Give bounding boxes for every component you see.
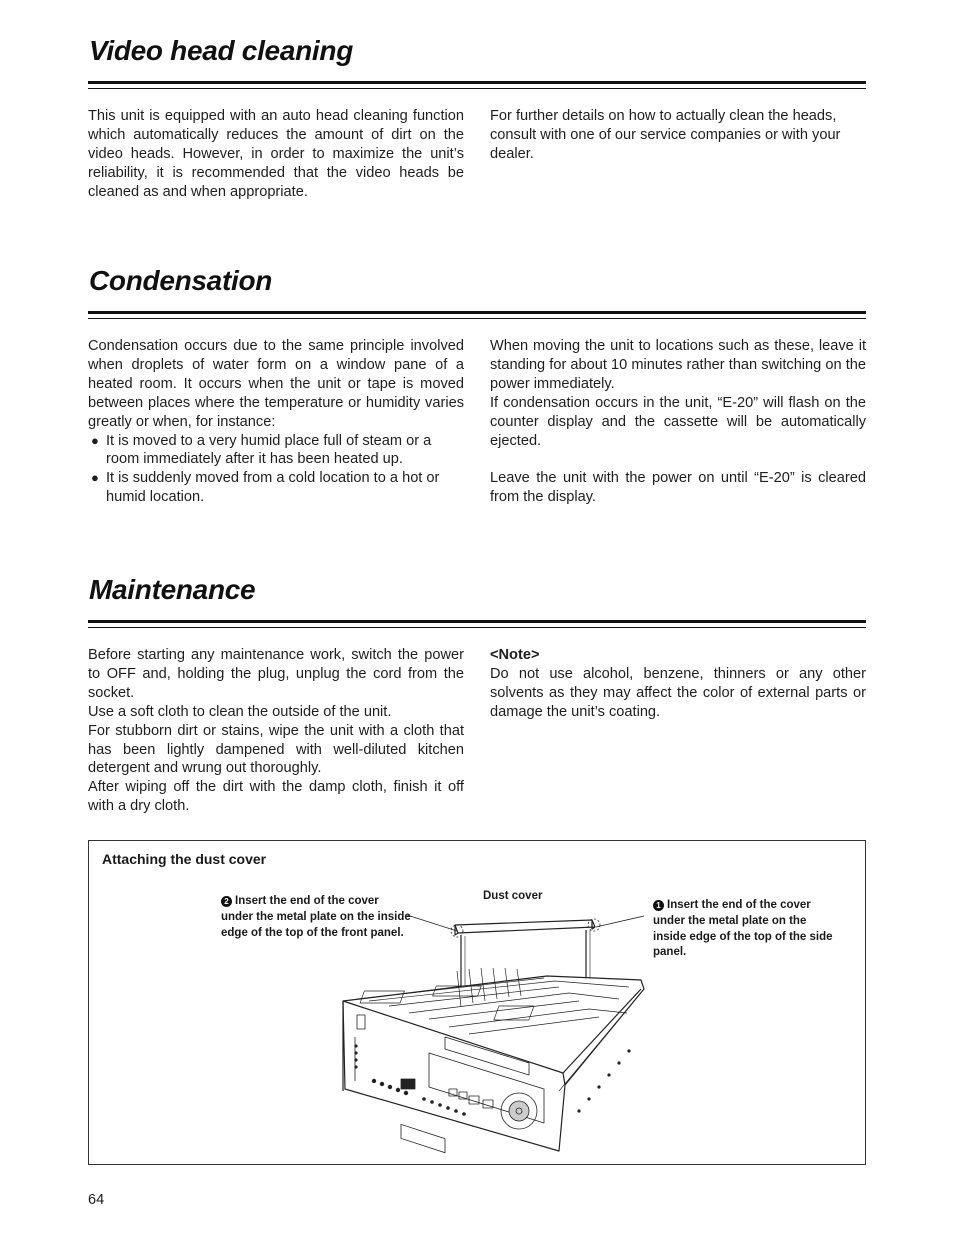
section-title-video-head-cleaning: Video head cleaning (89, 35, 353, 66)
vtr-illustration (89, 841, 865, 1164)
paragraph: If condensation occurs in the unit, “E-20” will flash on the counter display and the cassette will be automatically ejected. (490, 394, 866, 449)
callout-side-panel: 1 Insert the end of the cover under the metal plate on the inside edge of the top of the side panel. (653, 899, 833, 959)
video-head-right-column (490, 107, 866, 164)
callout-front-panel: 2 Insert the end of the cover under the metal plate on the inside edge of the top of the front panel. (221, 895, 411, 939)
dust-cover-label: Dust cover (483, 890, 543, 902)
page-number: 64 (88, 1192, 105, 1208)
section-rule (88, 620, 866, 628)
paragraph: When moving the unit to locations such as these, leave it standing for about 10 minutes rather than switching on the power immediately. (490, 338, 866, 392)
note-heading: <Note> (490, 647, 540, 663)
video-head-left-column (88, 107, 464, 202)
step-number-badge: 2 (221, 896, 232, 907)
bullet-icon: ● (91, 470, 99, 486)
section-rule (88, 81, 866, 89)
paragraph: For stubborn dirt or stains, wipe the unit with a cloth that has been lightly dampened with well-diluted kitchen detergent and wrung out thoroughly. (88, 722, 464, 777)
paragraph: Use a soft cloth to clean the outside of the unit. (88, 703, 392, 720)
note-text: Do not use alcohol, benzene, thinners or any other solvents as they may affect the color of external parts or damage the unit’s coating. (490, 665, 866, 720)
step-number-badge: 1 (653, 900, 664, 911)
bullet-list (88, 432, 464, 508)
condensation-left-column (88, 337, 464, 507)
dust-cover-figure (88, 840, 866, 1165)
paragraph: Leave the unit with the power on until “E-20” is cleared from the display. (490, 470, 866, 506)
section-rule (88, 311, 866, 319)
list-item: ● It is suddenly moved from a cold location to a hot or humid location. (91, 470, 440, 506)
paragraph: Before starting any maintenance work, switch the power to OFF and, holding the plug, unplug the cord from the socket. (88, 647, 464, 701)
maintenance-left-column (88, 646, 464, 816)
maintenance-right-column (490, 646, 866, 722)
paragraph: After wiping off the dirt with the damp cloth, finish it off with a dry cloth. (88, 779, 464, 815)
section-title-maintenance: Maintenance (89, 574, 256, 605)
paragraph: Condensation occurs due to the same principle involved when droplets of water form on a window pane of a heated room. It occurs when the unit or tape is moved between places where the temperature or humidity varies greatly or when, for instance: (88, 338, 464, 430)
paragraph: For further details on how to actually clean the heads, consult with one of our service companies or with your dealer. (490, 108, 841, 162)
paragraph: This unit is equipped with an auto head cleaning function which automatically reduces the amount of dirt on the video heads. However, in order to maximize the unit’s reliability, it is recommended that the video heads be cleaned as and when appropriate. (88, 108, 464, 200)
condensation-right-column (490, 337, 866, 507)
section-title-condensation: Condensation (89, 265, 273, 296)
figure-title: Attaching the dust cover (102, 851, 267, 867)
list-item: ● It is moved to a very humid place full of steam or a room immediately after it has been heated up. (91, 432, 432, 468)
bullet-icon: ● (91, 432, 99, 448)
